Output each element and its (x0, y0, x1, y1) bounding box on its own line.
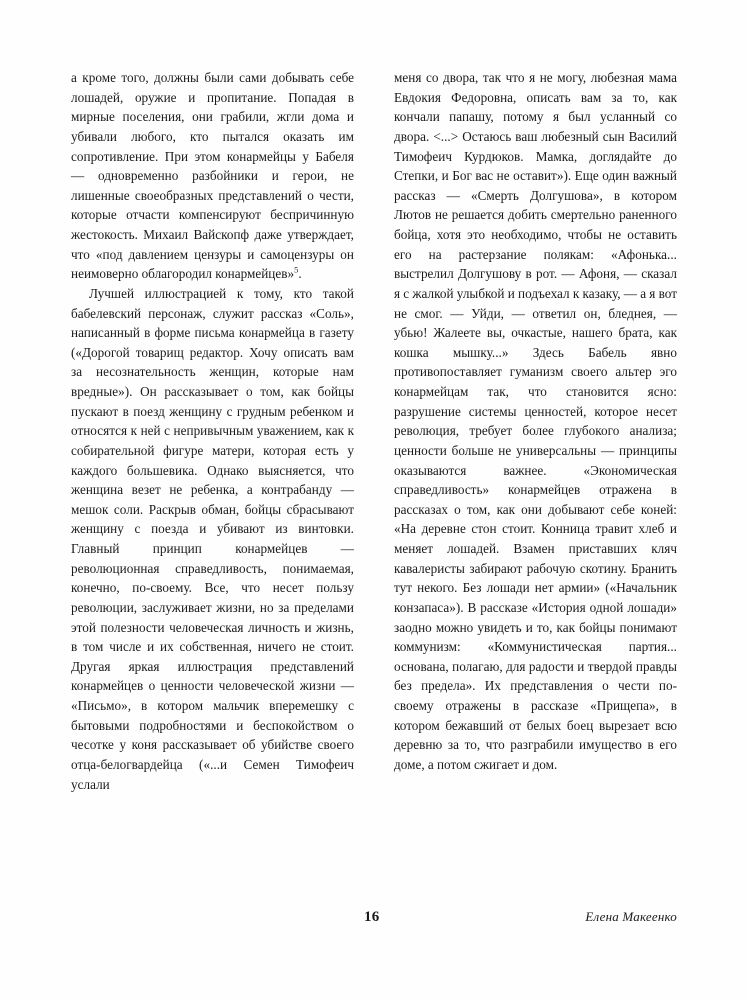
left-column (71, 68, 354, 888)
footnote-marker[interactable]: 5 (294, 265, 299, 275)
paragraph: Лучшей иллюстрацией к тому, кто такой бабелевский персонаж, служит рассказ «Соль», написанный в форме письма конармейца в газету («Дорогой товарищ редактор. Хочу описать вам за несознательность женщин, которые нам вредные»). Он рассказывает о том, как бойцы пускают в поезд женщину с грудным ребенком и относятся к ней с непривычным уважением, как к собирательной фигуре матери, которая есть у каждого большевика. Однако выясняется, что женщина везет не ребенка, а контрабанду — мешок соли. Раскрыв обман, бойцы сбрасывают женщину с поезда и убивают из винтовки. Главный принцип конармейцев — революционная справедливость, понимаемая, конечно, по-своему. Все, что несет пользу революции, заслуживает жизни, но за пределами этой полезности человеческая личность и жизнь, в том числе и их собственная, ничего не стоит. Другая яркая иллюстрация представлений конармейцев о ценности человеческой жизни — «Письмо», в котором мальчик вперемешку с бытовыми подробностями и беспокойством о чесотке у коня рассказывает об убийстве своего отца-белогвардейца («...и Семен Тимофеич услали (71, 285, 354, 792)
paragraph-text: а кроме того, должны были сами добывать себе лошадей, оружие и пропитание. Попадая в мирные поселения, они грабили, жгли дома и убивали любого, кто пытался оказать им сопротивление. При этом конармейцы у Бабеля — одновременно разбойники и герои, не лишенные своеобразных представлений о чести, которые отчасти компенсируют беспричинную жестокость. Михаил Вайскопф даже утверждает, что «под давлением цензуры и самоцензуры он неимоверно облагородил конармейцев» (71, 70, 354, 282)
paragraph-text-tail: . (298, 266, 302, 282)
page-number: 16 (364, 909, 380, 925)
page-footer (71, 909, 677, 933)
right-column (394, 68, 677, 888)
paragraph: меня со двора, так что я не могу, любезная мама Евдокия Федоровна, описать вам за то, как кончали папашу, потому я был усланный со двора. <...> Остаюсь ваш любезный сын Василий Тимофеич Курдюков. Мамка, доглядайте до Степки, и Бог вас не оставит»). Еще один важный рассказ — «Смерть Долгушова», в котором Лютов не решается добить смертельно раненного бойца, хотя это необходимо, чтобы не оставить его на растерзание полякам: «Афонька... выстрелил Долгушову в рот. — Афоня, — сказал я с жалкой улыбкой и подъехал к казаку, — а я вот не смог. — Уйди, — ответил он, бледнея, — убью! Жалеете вы, очкастые, нашего брата, как кошка мышку...» Здесь Бабель явно противопоставляет гуманизм своего альтер эго конармейцам так, что становится ясно: разрушение системы ценностей, которое несет революция, требует более глубокого анализа; ценности больше не универсальны — принципы оказываются важнее. «Экономическая справедливость» конармейцев отражена в рассказах о том, как они добывают себе коней: «На деревне стон стоит. Конница травит хлеб и меняет лошадей. Взамен приставших кляч кавалеристы забирают рабочую скотину. Бранить тут некого. Без лошади нет армии» («Начальник конзапаса»). В рассказе «История одной лошади» заодно можно увидеть и то, как бойцы понимают коммунизм: «Коммунистическая партия... основана, полагаю, для радости и твердой правды без предела». Их представления о чести по-своему отражены в рассказе «Прищепа», в котором бежавший от белых боец вырезает всю деревню за то, что разграбили имущество в его доме, а потом сжигает и дом. (394, 70, 677, 772)
running-author: Елена Макеенко (585, 909, 677, 924)
text-body (71, 68, 677, 888)
paragraph (71, 68, 354, 284)
